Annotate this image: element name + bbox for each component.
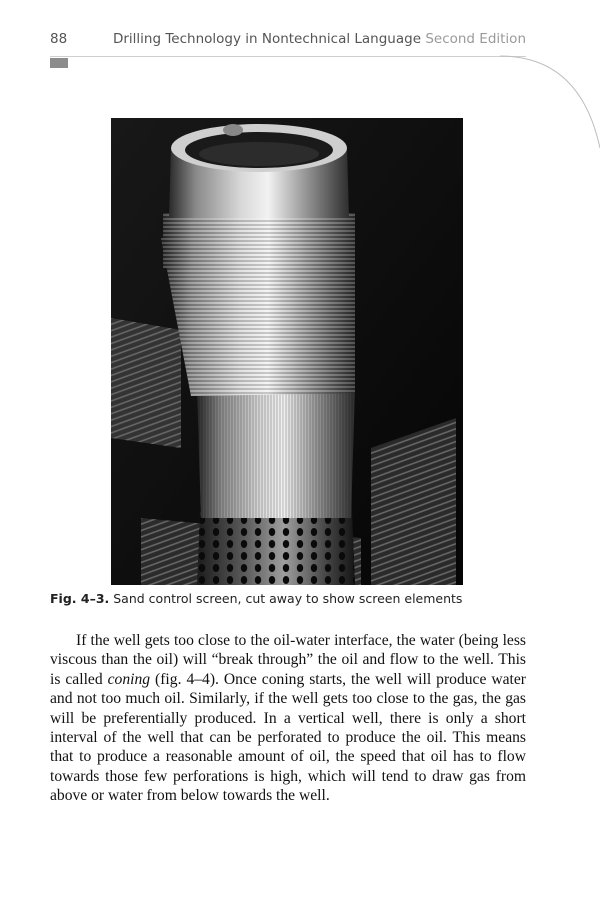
paragraph-term: coning	[107, 670, 151, 688]
header-rule	[50, 56, 526, 57]
header-marker-block	[50, 58, 68, 68]
running-head	[50, 31, 526, 49]
paragraph-text-start: If the well gets too close to the oil-water interface, the water (being less viscous than the oil) will “break through” the oil and flow to the well. This is called	[50, 632, 526, 688]
body-paragraph	[50, 631, 526, 806]
edition-label: Second Edition	[425, 31, 526, 47]
book-title-text: Drilling Technology in Nontechnical Language	[112, 31, 422, 47]
figure-photo	[111, 118, 463, 585]
page-corner-curve	[500, 52, 600, 152]
page-number: 88	[50, 31, 68, 47]
paragraph-text-end: (fig. 4–4). Once coning starts, the well will produce water and not too much oil. Similarly, if the well gets too close to the gas, the gas will be preferentially produced. In a vertical well, there is only a short interval of the well that can be perforated to produce the oil. This means that to produce a reasonable amount of oil, the speed that oil has to flow towards those few perforations is high, which will tend to draw gas from above or water from below towards the well.	[50, 670, 526, 805]
figure-caption	[50, 591, 550, 606]
figure-caption-text: Sand control screen, cut away to show screen elements	[113, 591, 463, 606]
book-title	[113, 31, 526, 47]
figure-label: Fig. 4–3.	[50, 591, 110, 606]
